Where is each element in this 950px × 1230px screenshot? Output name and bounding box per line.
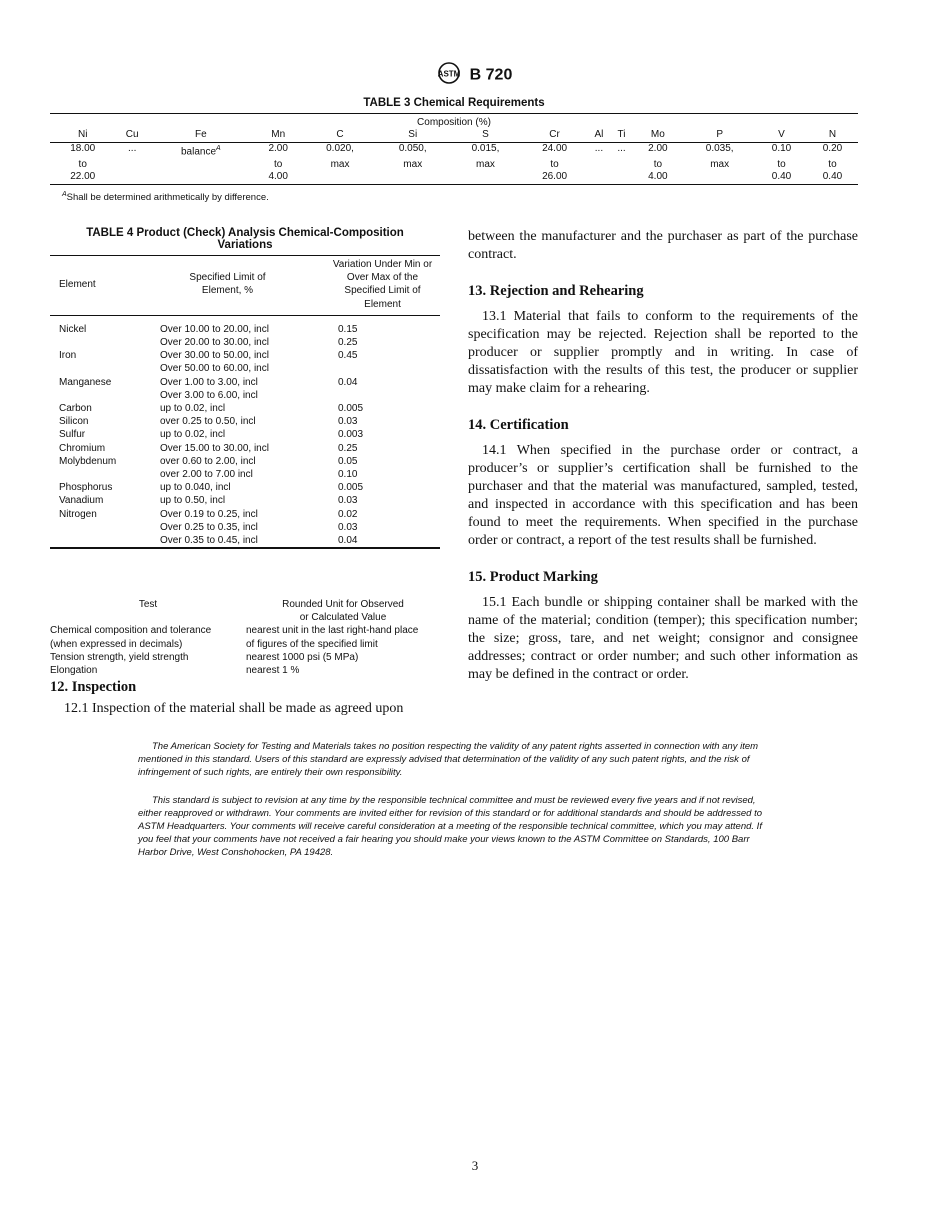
table-4-check-analysis <box>50 227 440 549</box>
table-cell: Silicon <box>59 416 89 428</box>
table-cell: up to 0.02, incl <box>160 429 226 441</box>
table-cell: Manganese <box>59 376 112 388</box>
table-row <box>50 415 440 428</box>
table-row <box>50 315 440 336</box>
table-cell <box>149 171 253 184</box>
table-cell: Sulfur <box>59 429 86 441</box>
table-cell: 0.40 <box>822 171 843 183</box>
table-cell: Carbon <box>59 403 92 415</box>
table-row <box>50 521 440 534</box>
table-cell: 0.035, <box>705 142 734 154</box>
revision-notice: This standard is subject to revision at any time by the responsible technical committee and must be reviewed every five years and if not revised, either reapproved or withdrawn. Your comments are invited either for revision of this standard or for additional standards and should be addressed to ASTM Headquarters. Your comments will receive careful consideration at a meeting of the responsible technical committee, which you may attend. If you feel that your comments have not received a fair hearing you should make your views known to the ASTM Committee on Standards, 100 Barr Harbor Drive, West Conshohocken, PA 19428. <box>138 795 763 858</box>
table-cell: up to 0.50, incl <box>160 495 226 507</box>
table-cell <box>325 389 440 402</box>
table-cell: 2.00 <box>648 142 668 154</box>
table-cell: Tension strength, yield strength <box>50 651 189 663</box>
table-cell: Vanadium <box>59 495 104 507</box>
table-cell: nearest 1 % <box>246 665 300 677</box>
table-cell <box>304 171 377 184</box>
table-row <box>50 624 440 637</box>
table-cell: Over 50.00 to 60.00, incl <box>160 363 269 375</box>
table-cell: 0.015, <box>471 142 500 154</box>
table-3-col-header: Fe <box>195 129 207 140</box>
table-row <box>50 142 858 158</box>
table-cell <box>683 171 756 184</box>
section-14-1-text: 14.1 When specified in the purchase order or contract, a producer’s or supplier’s certification shall be furnished to the purchaser and that the material was manufactured, sampled, tested, and inspected in accordance with this specification and has been found to meet the requirements. When specified in the purchase order or contract, a report of the test results shall be furnished. <box>468 443 858 548</box>
table-4-header-limit: Specified Limit of Element, % <box>189 272 266 297</box>
table-cell: Chromium <box>59 442 106 454</box>
table-cell: ... <box>128 142 137 154</box>
table-row <box>50 376 440 389</box>
table-cell: 0.03 <box>338 521 358 533</box>
table-3-col-header: C <box>336 129 344 140</box>
rounding-header-test: Test <box>138 599 158 610</box>
table-cell: 0.04 <box>338 535 358 547</box>
page-number: 3 <box>471 1158 479 1173</box>
table-cell <box>149 159 253 172</box>
table-row <box>50 159 858 172</box>
table-row <box>50 638 440 651</box>
table-row <box>50 455 440 468</box>
table-cell <box>50 521 150 534</box>
table-3-col-header: Ti <box>617 129 626 140</box>
table-row <box>50 534 440 548</box>
section-12-heading: 12. Inspection <box>50 679 137 695</box>
table-cell: 0.15 <box>338 323 358 335</box>
footnote-mark: A <box>216 144 221 152</box>
table-cell: Over 0.19 to 0.25, incl <box>160 508 258 520</box>
table-3-body <box>50 142 858 184</box>
table-cell: balance$^A$ <box>180 144 221 157</box>
table-3-col-header: Mo <box>650 129 665 140</box>
table-cell: nearest unit in the last right-hand place <box>246 625 419 637</box>
table-cell <box>115 159 148 172</box>
table-cell <box>325 362 440 375</box>
table-3-footnote: $^A$Shall be determined arithmetically by difference. <box>62 190 269 203</box>
table-cell: 2.00 <box>268 142 288 154</box>
page-header <box>0 62 950 89</box>
table-cell <box>50 389 150 402</box>
patent-notice: The American Society for Testing and Materials takes no position respecting the validity of any patent rights asserted in connection with any item mentioned in this standard. Users of this standard are expressly advised that determination of the validity of any such patent rights, and the risk of infringement of such rights, are entirely their own responsibility. <box>138 741 759 778</box>
table-cell: 0.25 <box>338 442 358 454</box>
table-cell <box>50 468 150 481</box>
table-3-col-header: Al <box>594 129 604 140</box>
table-cell: to <box>777 158 786 170</box>
table-cell: 4.00 <box>648 171 668 183</box>
table-cell: to <box>550 158 559 170</box>
table-3-col-header: V <box>778 129 785 140</box>
table-row <box>50 171 858 184</box>
table-cell: 24.00 <box>542 142 568 154</box>
table-3-col-header: Si <box>408 129 418 140</box>
table-cell: max <box>403 158 423 170</box>
table-cell <box>50 336 150 349</box>
table-cell <box>50 534 150 548</box>
table-4-caption: TABLE 4 Product (Check) Analysis Chemical-Composition Variations <box>86 227 404 251</box>
section-15-1-text: 15.1 Each bundle or shipping container shall be marked with the name of the material; condition (temper); this specification number; the size; gross, tare, and net weight; consignor and consignee addresses; contract or order number; and such other information as may be defined in the contract or order. <box>468 595 858 682</box>
table-cell: 0.005 <box>338 482 364 494</box>
table-cell: Chemical composition and tolerance <box>50 625 212 637</box>
table-cell: Over 1.00 to 3.00, incl <box>160 376 258 388</box>
table-cell: Molybdenum <box>59 455 117 467</box>
rounding-table-body <box>50 624 440 677</box>
table-cell: 26.00 <box>542 171 568 183</box>
table-cell: 0.003 <box>338 429 364 441</box>
table-cell: to <box>78 158 87 170</box>
table-cell: to <box>828 158 837 170</box>
table-3-col-header: Cu <box>125 129 139 140</box>
table-cell: 0.020, <box>326 142 354 154</box>
table-cell: over 0.60 to 2.00, incl <box>160 455 256 467</box>
table-cell: Nitrogen <box>59 508 97 520</box>
table-3-col-header: Mn <box>271 129 286 140</box>
table-row <box>50 389 440 402</box>
rounding-table <box>50 598 440 677</box>
table-cell: of figures of the specified limit <box>246 638 378 650</box>
table-3-col-header: S <box>482 129 489 140</box>
table-cell: 0.03 <box>338 495 358 507</box>
table-cell: Phosphorus <box>59 482 113 494</box>
table-cell: over 2.00 to 7.00 incl <box>160 469 253 481</box>
composition-label: Composition (%) <box>417 117 491 128</box>
table-cell: 0.05 <box>338 455 358 467</box>
table-cell: 18.00 <box>70 142 96 154</box>
table-row <box>50 362 440 375</box>
table-cell: max <box>330 158 350 170</box>
table-cell: to <box>653 158 663 170</box>
table-cell: Iron <box>59 350 77 362</box>
section-13-heading: 13. Rejection and Rehearing <box>468 283 644 299</box>
table-row <box>50 349 440 362</box>
table-row <box>50 481 440 494</box>
section-13-1-text: 13.1 Material that fails to conform to the requirements of the specification may be rejected. Rejection shall be reported to the producer or supplier promptly and in writing. In case of dissatisfaction with the results of this test, the producer or supplier may make claim for a rehearing. <box>468 309 858 396</box>
table-row <box>50 651 440 664</box>
table-cell: 22.00 <box>70 171 96 183</box>
table-3-col-header: Ni <box>78 129 88 140</box>
table-cell: 0.45 <box>338 350 358 362</box>
table-cell: 0.005 <box>338 403 364 415</box>
table-cell: 0.40 <box>771 171 792 183</box>
table-row <box>50 468 440 481</box>
table-cell <box>449 171 522 184</box>
table-cell <box>587 171 610 184</box>
section-15-heading: 15. Product Marking <box>468 569 598 585</box>
rounding-header-unit: Rounded Unit for Observed or Calculated Value <box>282 599 404 624</box>
table-row <box>50 402 440 415</box>
table-cell: Over 30.00 to 50.00, incl <box>160 350 269 362</box>
table-cell: over 0.25 to 0.50, incl <box>160 416 256 428</box>
table-cell: up to 0.040, incl <box>160 482 231 494</box>
footer-notices <box>138 740 772 874</box>
table-4-body <box>50 315 440 548</box>
table-row <box>50 494 440 507</box>
table-cell: Elongation <box>50 665 98 677</box>
table-3-col-header: N <box>828 129 837 140</box>
table-cell: 0.050, <box>398 142 427 154</box>
table-cell: ... <box>594 142 604 154</box>
section-12 <box>50 678 440 718</box>
table-cell: Over 0.25 to 0.35, incl <box>160 521 258 533</box>
astm-logo-icon <box>438 62 460 89</box>
table-cell: max <box>710 158 730 170</box>
table-4-header-element: Element <box>59 278 96 290</box>
table-cell: 4.00 <box>268 171 288 183</box>
table-cell <box>376 171 449 184</box>
table-cell: 0.02 <box>338 508 358 520</box>
footnote-mark: A <box>62 190 67 198</box>
section-12-1-text: 12.1 Inspection of the material shall be made as agreed upon <box>64 701 404 716</box>
table-cell: Over 3.00 to 6.00, incl <box>160 389 258 401</box>
table-cell <box>611 159 633 172</box>
table-cell: 0.20 <box>822 142 843 154</box>
table-3-col-header: P <box>716 129 724 140</box>
table-cell: Over 15.00 to 30.00, incl <box>160 442 269 454</box>
table-cell: Nickel <box>59 323 87 335</box>
table-row <box>50 508 440 521</box>
table-3-chemical-requirements <box>50 97 858 203</box>
table-cell: 0.04 <box>338 376 358 388</box>
table-cell: 0.10 <box>338 469 358 481</box>
table-3-caption: TABLE 3 Chemical Requirements <box>363 97 545 109</box>
svg-text:ASTM: ASTM <box>437 69 460 79</box>
standard-designation: B 720 <box>469 66 513 84</box>
table-row <box>50 336 440 349</box>
table-cell: to <box>274 158 283 170</box>
table-cell: 0.03 <box>338 416 358 428</box>
table-cell: ... <box>617 142 626 154</box>
table-3-col-header: Cr <box>549 129 560 140</box>
table-cell <box>611 171 633 184</box>
table-row <box>50 664 440 677</box>
section-12-continuation: between the manufacturer and the purchaser as part of the purchase contract. <box>468 229 858 262</box>
table-cell: 0.25 <box>338 337 358 349</box>
table-cell <box>50 362 150 375</box>
table-cell: Over 10.00 to 20.00, incl <box>160 323 269 335</box>
right-column <box>468 228 858 684</box>
table-cell: max <box>476 158 495 170</box>
table-cell: (when expressed in decimals) <box>50 638 183 650</box>
table-cell: nearest 1000 psi (5 MPa) <box>246 651 359 663</box>
table-4-header-variation: Variation Under Min or Over Max of the Specified Limit of Element <box>332 259 433 310</box>
section-14-heading: 14. Certification <box>468 417 569 433</box>
table-3-header-row <box>50 129 858 142</box>
table-cell <box>587 159 610 172</box>
table-cell: up to 0.02, incl <box>160 403 226 415</box>
table-cell: 0.10 <box>771 142 792 154</box>
table-cell <box>115 171 148 184</box>
table-cell: Over 20.00 to 30.00, incl <box>160 337 269 349</box>
table-cell: Over 0.35 to 0.45, incl <box>160 535 258 547</box>
table-row <box>50 442 440 455</box>
table-row <box>50 428 440 441</box>
